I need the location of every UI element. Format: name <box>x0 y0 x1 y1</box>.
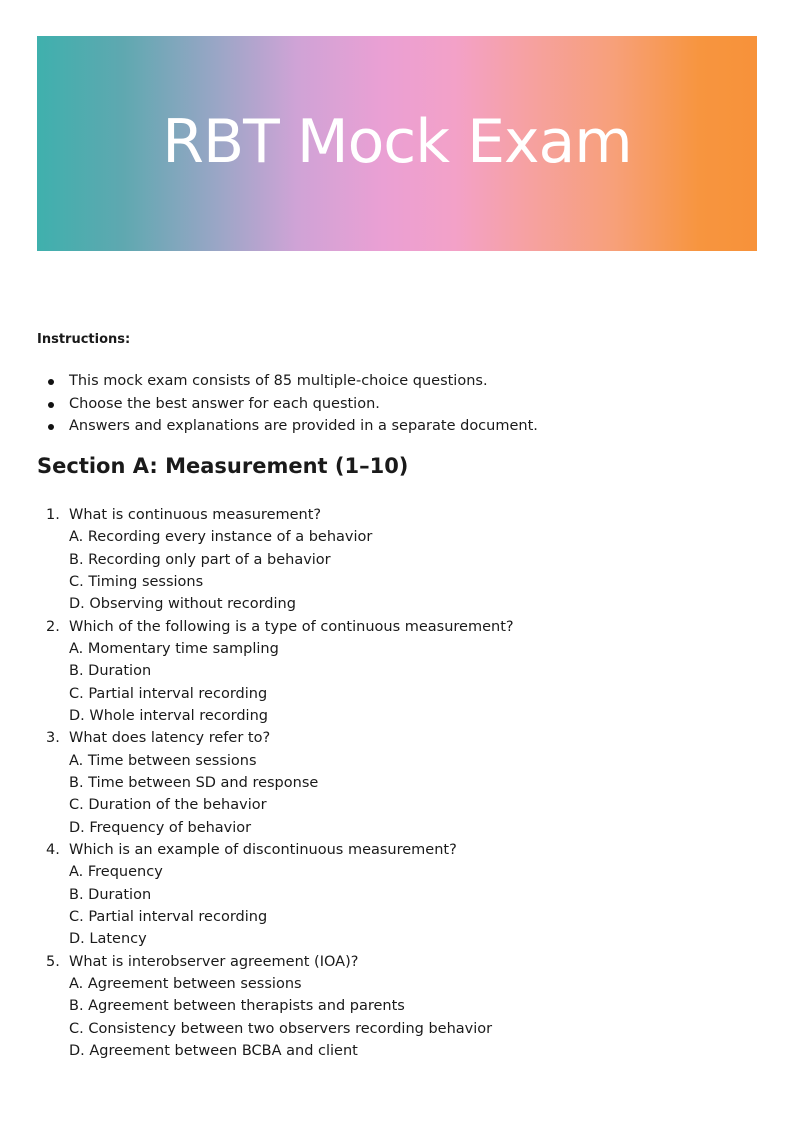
question-text: What is continuous measurement? <box>69 507 322 523</box>
instructions-list <box>37 370 538 438</box>
question-text: Which of the following is a type of continuous measurement? <box>69 618 514 635</box>
question-item <box>37 839 514 951</box>
bullet-icon <box>48 379 54 385</box>
instruction-item <box>37 393 538 416</box>
answer-option: C. Partial interval recording <box>69 908 268 925</box>
answer-option: D. Whole interval recording <box>69 707 268 724</box>
bullet-icon <box>48 402 54 408</box>
answer-option: B. Duration <box>69 886 152 903</box>
answer-option: A. Agreement between sessions <box>69 975 302 992</box>
answer-option: C. Duration of the behavior <box>69 797 267 814</box>
question-line <box>37 951 514 973</box>
title-banner <box>37 36 757 251</box>
question-item <box>37 727 514 839</box>
question-number: 2. <box>46 618 60 635</box>
bullet-icon <box>48 424 54 430</box>
answer-option: D. Latency <box>69 931 147 948</box>
question-list <box>37 504 514 1062</box>
question-number: 5. <box>46 953 60 970</box>
question-text: Which is an example of discontinuous measurement? <box>69 841 457 858</box>
question-number: 1. <box>46 507 60 523</box>
answer-option: D. Observing without recording <box>69 596 296 613</box>
page-title: RBT Mock Exam <box>162 107 632 177</box>
answer-option: C. Consistency between two observers recording behavior <box>69 1020 493 1037</box>
question-line <box>37 839 514 861</box>
question-number: 4. <box>46 841 60 858</box>
question-number: 3. <box>46 730 60 747</box>
answer-option: D. Frequency of behavior <box>69 819 252 836</box>
answer-option: A. Recording every instance of a behavior <box>69 529 373 546</box>
instructions-label: Instructions: <box>37 332 131 347</box>
answer-option: A. Frequency <box>69 864 163 881</box>
answer-option: B. Agreement between therapists and parents <box>69 998 405 1015</box>
answer-option: B. Duration <box>69 663 152 680</box>
question-item <box>37 504 514 616</box>
answer-option: D. Agreement between BCBA and client <box>69 1042 358 1059</box>
question-item <box>37 616 514 728</box>
section-title: Section A: Measurement (1–10) <box>37 454 409 478</box>
instruction-text: This mock exam consists of 85 multiple-choice questions. <box>69 373 488 389</box>
answer-option: B. Recording only part of a behavior <box>69 551 331 568</box>
question-text: What does latency refer to? <box>69 730 271 747</box>
question-line <box>37 504 514 526</box>
answer-option: A. Momentary time sampling <box>69 640 279 657</box>
answer-option: C. Timing sessions <box>69 573 204 590</box>
answer-option: C. Partial interval recording <box>69 685 268 702</box>
question-line <box>37 727 514 749</box>
question-text: What is interobserver agreement (IOA)? <box>69 953 359 970</box>
answer-option: B. Time between SD and response <box>69 774 319 791</box>
instruction-item <box>37 415 538 438</box>
question-line <box>37 616 514 638</box>
answer-option: A. Time between sessions <box>69 752 257 769</box>
instruction-text: Answers and explanations are provided in a separate document. <box>69 418 538 434</box>
question-item <box>37 951 514 1063</box>
instruction-item <box>37 370 538 393</box>
instruction-text: Choose the best answer for each question. <box>69 395 380 412</box>
